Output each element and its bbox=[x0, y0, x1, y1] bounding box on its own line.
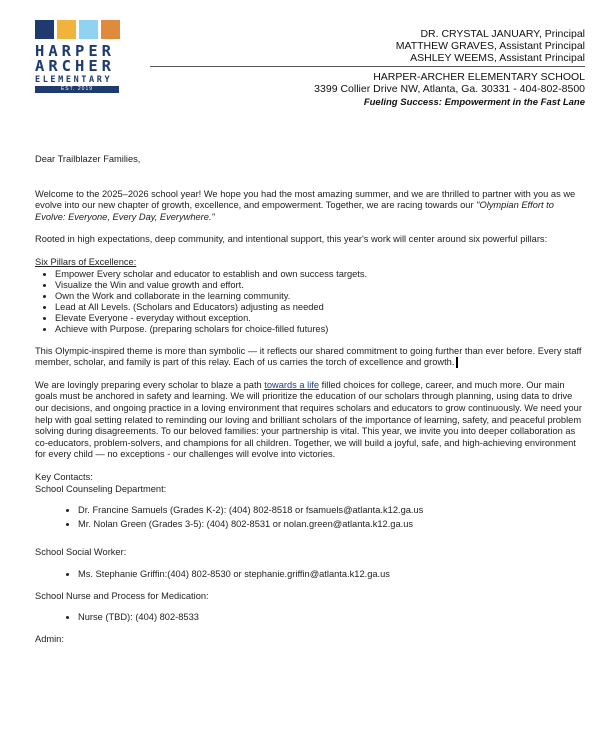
school-info bbox=[314, 71, 585, 95]
pillar-item: • Elevate Everyone - everyday without exception. bbox=[55, 313, 585, 324]
school-tagline: Fueling Success: Empowerment in the Fast Lane bbox=[363, 97, 585, 108]
rooted-paragraph: Rooted in high expectations, deep community, and intentional support, this year's work will center around six powerful pillars: bbox=[35, 234, 548, 245]
nurse-heading: School Nurse and Process for Medication: bbox=[35, 590, 209, 601]
school-name: HARPER-ARCHER ELEMENTARY SCHOOL bbox=[373, 71, 585, 83]
counselor-item: • Mr. Nolan Green (Grades 3-5): (404) 802-8531 or nolan.green@atlanta.k12.ga.us bbox=[78, 517, 585, 531]
key-contacts-heading: Key Contacts: bbox=[35, 471, 93, 482]
pillar-item: • Empower Every scholar and educator to establish and own success targets. bbox=[55, 269, 585, 280]
staff-assistant-principal-1: MATTHEW GRAVES, Assistant Principal bbox=[395, 40, 585, 52]
pillar-item: • Visualize the Win and value growth and effort. bbox=[55, 280, 585, 291]
text-cursor bbox=[456, 357, 458, 368]
pillars-heading: Six Pillars of Excellence: bbox=[35, 256, 137, 267]
pillar-item: • Lead at All Levels. (Scholars and Educators) adjusting as needed bbox=[55, 302, 585, 313]
olympic-paragraph bbox=[35, 346, 585, 369]
social-worker-heading: School Social Worker: bbox=[35, 547, 127, 558]
path-paragraph bbox=[35, 380, 585, 461]
pillar-item: • Achieve with Purpose. (preparing scholars for choice-filled futures) bbox=[55, 324, 585, 335]
nurse-item: • Nurse (TBD): (404) 802-8533 bbox=[78, 610, 585, 624]
pillars-list bbox=[35, 269, 585, 335]
staff-principal: DR. CRYSTAL JANUARY, Principal bbox=[420, 28, 585, 40]
school-logo bbox=[35, 20, 121, 93]
olympic-text: This Olympic-inspired theme is more than symbolic — it reflects our shared commitment to going further than ever before. Every staff member, scholar, and family is part of this relay. Each of us carries the torch of excellence and growth. bbox=[35, 345, 582, 368]
staff-assistant-principal-2: ASHLEY WEEMS, Assistant Principal bbox=[410, 52, 585, 64]
counselor-item: • Dr. Francine Samuels (Grades K-2): (404) 802-8518 or fsamuels@atlanta.k12.ga.us bbox=[78, 503, 585, 517]
logo-block-navy bbox=[35, 20, 54, 39]
letter-body bbox=[35, 154, 585, 646]
logo-block-yellow bbox=[57, 20, 76, 39]
logo-est-year: EST. 2019 bbox=[35, 86, 119, 93]
header-divider bbox=[150, 66, 585, 67]
nurse-list bbox=[35, 610, 585, 624]
counseling-heading: School Counseling Department: bbox=[35, 483, 167, 494]
staff-list bbox=[396, 28, 585, 64]
logo-word-elementary: ELEMENTARY bbox=[35, 75, 113, 85]
pillar-item: • Own the Work and collaborate in the learning community. bbox=[55, 291, 585, 302]
social-worker-item: • Ms. Stephanie Griffin:(404) 802-8530 or stephanie.griffin@atlanta.k12.ga.us bbox=[78, 567, 585, 581]
logo-block-lightblue bbox=[79, 20, 98, 39]
path-link[interactable]: towards a life bbox=[264, 379, 320, 390]
school-address: 3399 Collier Drive NW, Atlanta, Ga. 30331 - 404-802-8500 bbox=[314, 83, 585, 95]
logo-word-archer: ARCHER bbox=[35, 57, 115, 75]
greeting: Dear Trailblazer Families, bbox=[35, 154, 141, 164]
admin-heading: Admin: bbox=[35, 634, 64, 645]
theme-quote: "Olympian Effort to Evolve: Everyone, Every Day, Everywhere." bbox=[35, 200, 554, 222]
welcome-paragraph bbox=[35, 189, 585, 224]
counselor-list bbox=[35, 503, 585, 531]
path-text-end: filled choices for college, career, and much more. Our main goals must be anchored in safety and learning. We will prioritize the education of our scholars through planning, using data to drive our decisions, and ongoing practice in a loving environment that requires scholars and educators to grow continuously. We need your help with goal setting related to reminding our loving and brilliant scholars of the importance of learning, safety, and peaceful problem solving during disagreements. To our beloved families: your partnership is vital. This year, we invite you into deeper collaboration as co-educators, problem-solvers, and champions for all children. Together, we will build a joyful, safe, and high-achieving environment for every child — no exceptions - our challenges will evolve into victories. bbox=[35, 379, 582, 460]
welcome-text: Welcome to the 2025–2026 school year! We hope you had the most amazing summer, and we are thrilled to partner with you as we evolve into our new chapter of growth, excellence, and empowerment. Together, we are racing towards our bbox=[35, 188, 576, 211]
logo-color-blocks bbox=[35, 20, 121, 39]
social-worker-list bbox=[35, 567, 585, 581]
logo-word-harper: HARPER bbox=[35, 42, 115, 60]
logo-block-orange bbox=[101, 20, 120, 39]
path-text-start: We are lovingly preparing every scholar to blaze a path bbox=[35, 379, 265, 390]
